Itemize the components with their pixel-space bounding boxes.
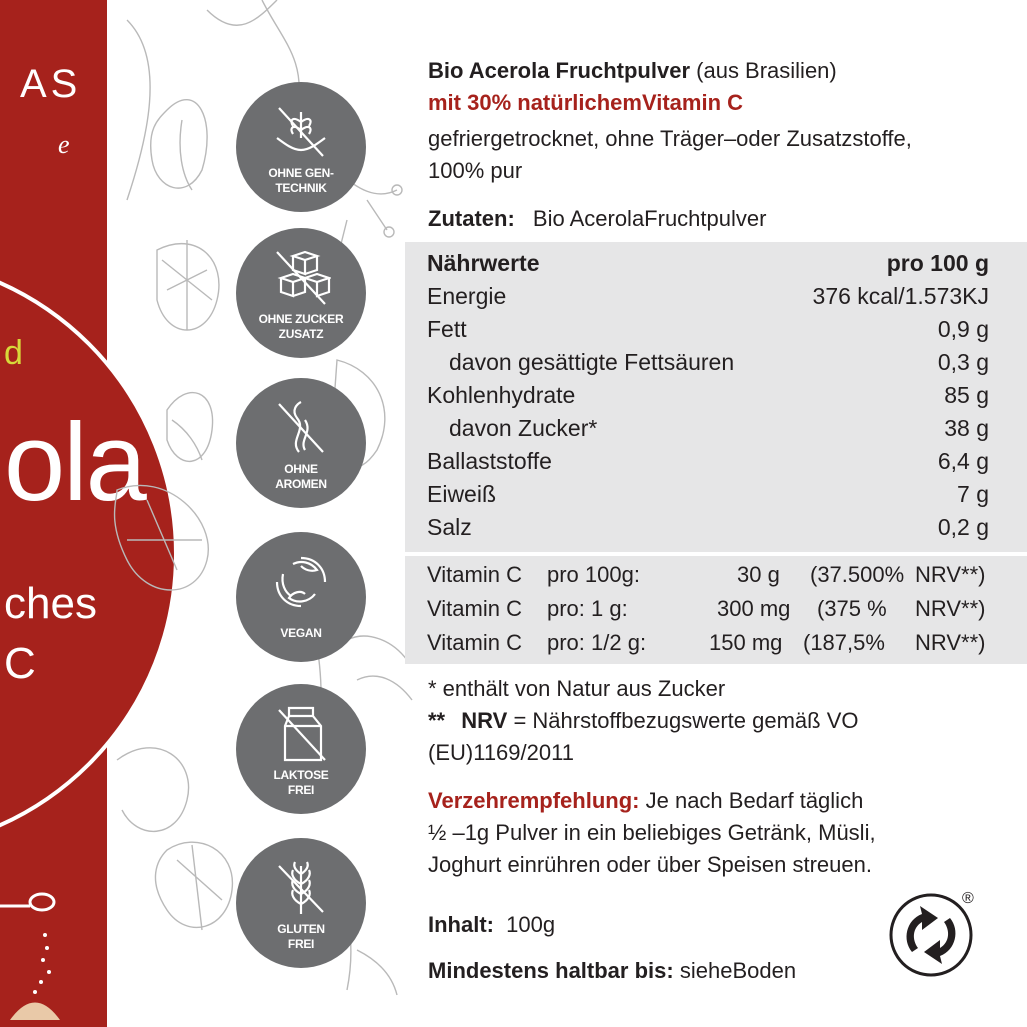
nutrition-row	[427, 349, 989, 381]
vitamin-c-percent: (37.500%	[810, 562, 905, 587]
registered-trademark: ®	[962, 890, 974, 907]
vitamin-c-name: Vitamin C	[427, 596, 522, 621]
nutrition-row	[427, 415, 989, 447]
nutrition-label: Eiweiß	[427, 481, 497, 507]
nutrition-row	[427, 448, 989, 480]
badge-label: OHNE ZUCKER ZUSATZ	[258, 312, 344, 341]
vitamin-c-nrv: NRV**)	[915, 596, 986, 621]
brand-name: AS	[20, 62, 82, 106]
vitamin-c-per: pro 100g:	[547, 562, 640, 587]
sugar-cubes-icon	[271, 250, 331, 306]
footnote-nrv-text: = Nährstoffbezugswerte gemäß VO	[513, 708, 859, 733]
vitamin-c-per: pro: 1 g:	[547, 596, 628, 621]
badge-no-added-sugar	[236, 228, 366, 358]
milk-carton-icon	[271, 706, 331, 762]
vitamin-c-per: pro: 1/2 g:	[547, 630, 647, 655]
nutrition-table	[405, 242, 1027, 552]
vitamin-c-percent: (187,5%	[803, 630, 885, 655]
nutrition-label: Fett	[427, 316, 467, 342]
badge-lactose-free	[236, 684, 366, 814]
contents-label: Inhalt:	[428, 912, 494, 937]
vitamin-c-percent: (375 %	[817, 596, 887, 621]
aroma-wisp-icon	[271, 400, 331, 456]
badge-label: OHNE AROMEN	[275, 462, 327, 491]
recommendation-line3: Joghurt einrühren oder über Speisen streuen.	[428, 852, 872, 877]
badge-label: VEGAN	[280, 626, 322, 640]
vitamin-c-nrv: NRV**)	[915, 630, 986, 655]
nutrition-label: Kohlenhydrate	[427, 382, 576, 408]
vitamin-c-name: Vitamin C	[427, 562, 522, 587]
product-title-line	[428, 58, 837, 84]
nutrition-value: 376 kcal/1.573KJ	[812, 283, 989, 309]
nutrition-row	[427, 382, 989, 414]
nutrition-value: 0,3 g	[937, 349, 989, 375]
best-before-value: sieheBoden	[679, 958, 797, 983]
nutrition-header-label: Nährwerte	[427, 250, 540, 276]
nutrition-value: 0,2 g	[937, 514, 989, 540]
best-before-line	[428, 958, 796, 984]
nutrition-value: 85 g	[944, 382, 989, 408]
circle-text-3: ches	[4, 579, 97, 628]
product-description-line1: gefriergetrocknet, ohne Träger–oder Zusatzstoffe,	[428, 126, 912, 151]
circle-text-4: C	[4, 639, 36, 688]
spoon-icon	[0, 890, 60, 920]
ingredients-line	[428, 206, 766, 232]
nutrition-header-unit: pro 100 g	[886, 250, 989, 276]
badge-label: LAKTOSE FREI	[273, 768, 329, 797]
nutrition-row	[427, 316, 989, 348]
footnote-sugar: * enthält von Natur aus Zucker	[428, 676, 726, 701]
product-name: Bio Acerola Fruchtpulver	[428, 58, 691, 83]
vitamin-claim: mit 30% natürlichemVitamin C	[428, 90, 744, 115]
ingredients-value: Bio AcerolaFruchtpulver	[532, 206, 767, 231]
vitamin-c-nrv: NRV**)	[915, 562, 986, 587]
best-before-label: Mindestens haltbar bis:	[428, 958, 674, 983]
footnote-regulation: (EU)1169/2011	[428, 740, 574, 765]
circle-text-1: d	[4, 334, 23, 372]
nutrition-label: davon gesättigte Fettsäuren	[449, 349, 735, 375]
powder-dots-decoration	[5, 930, 65, 1020]
nutrition-value: 38 g	[944, 415, 989, 441]
contents-line	[428, 912, 555, 938]
nutrition-label: Salz	[427, 514, 472, 540]
footnote-nrv	[428, 708, 858, 734]
product-origin: (aus Brasilien)	[696, 58, 837, 83]
recommendation-line2: ½ –1g Pulver in ein beliebiges Getränk, Müsli,	[428, 820, 876, 845]
ingredients-label: Zutaten:	[428, 206, 515, 231]
nutrition-value: 6,4 g	[937, 448, 989, 474]
badge-no-flavors	[236, 378, 366, 508]
nutrition-row	[427, 481, 989, 513]
hands-plant-icon	[271, 104, 331, 160]
wheat-icon	[271, 860, 331, 916]
nutrition-value: 7 g	[957, 481, 989, 507]
vitamin-c-table	[405, 556, 1027, 664]
vitamin-c-amount: 300 mg	[717, 596, 791, 621]
recommendation-label: Verzehrempfehlung:	[428, 788, 640, 813]
vitamin-c-amount: 150 mg	[709, 630, 783, 655]
vitamin-c-amount: 30 g	[737, 562, 780, 587]
nutrition-value: 0,9 g	[937, 316, 989, 342]
contents-value: 100g	[506, 912, 556, 937]
vitamin-c-name: Vitamin C	[427, 630, 522, 655]
footnote-nrv-marker: **	[428, 708, 446, 733]
nutrition-header	[427, 250, 989, 282]
footnote-nrv-label: NRV	[461, 708, 508, 733]
badge-vegan	[236, 532, 366, 662]
badge-no-gmo	[236, 82, 366, 212]
nutrition-label: Energie	[427, 283, 507, 309]
leaf-circle-icon	[271, 554, 331, 610]
badge-label: OHNE GEN- TECHNIK	[268, 166, 334, 195]
nutrition-row	[427, 514, 989, 546]
nutrition-label: davon Zucker*	[449, 415, 598, 441]
brand-tagline: e	[58, 130, 70, 159]
nutrition-row	[427, 283, 989, 315]
circle-text-2: ola	[4, 401, 145, 524]
product-description-line2: 100% pur	[428, 158, 523, 183]
nutrition-label: Ballaststoffe	[427, 448, 552, 474]
badge-gluten-free	[236, 838, 366, 968]
recommendation-text: Je nach Bedarf täglich	[645, 788, 864, 813]
badge-label: GLUTEN FREI	[277, 922, 325, 951]
recommendation-line1	[428, 788, 863, 814]
